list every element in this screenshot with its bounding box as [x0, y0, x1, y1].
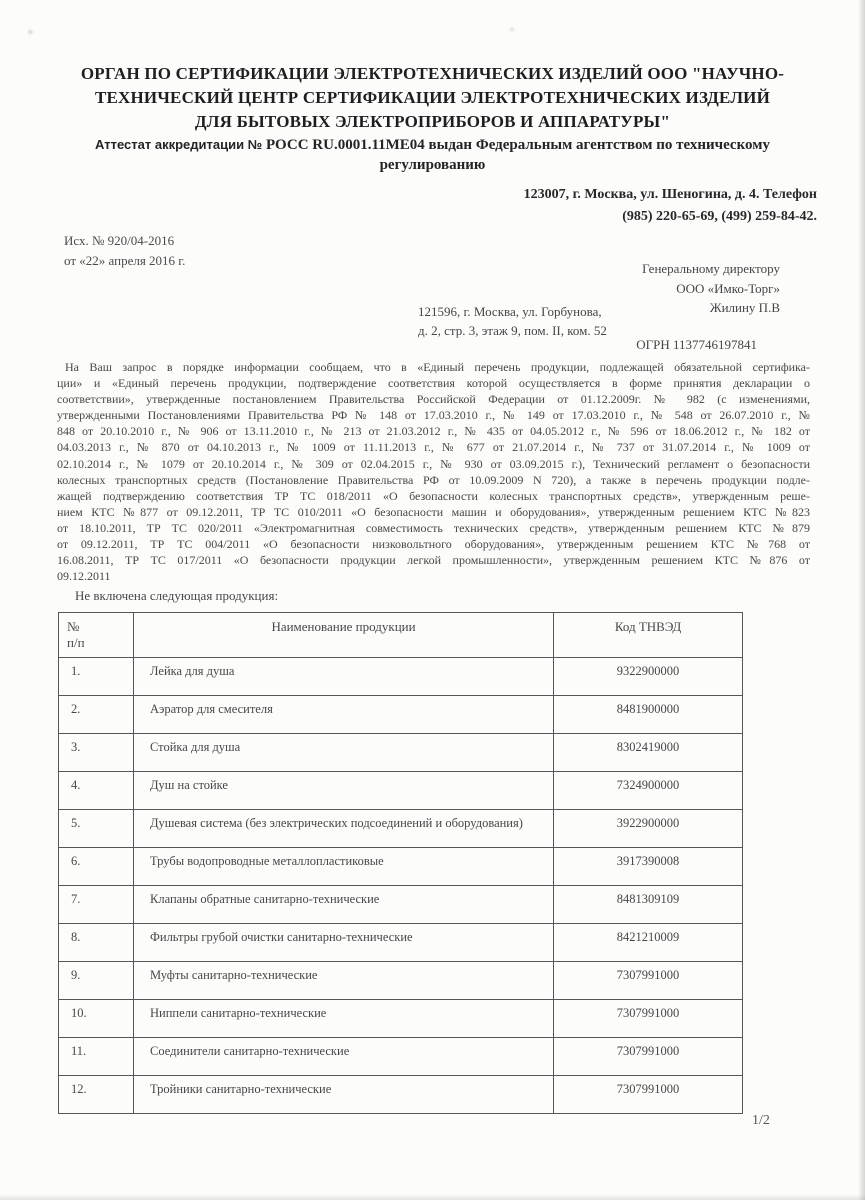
- scan-speck: [28, 30, 33, 34]
- row-num: 5.: [59, 810, 134, 848]
- table-row: [59, 924, 743, 962]
- row-num: 9.: [59, 962, 134, 1000]
- table-row: [59, 962, 743, 1000]
- sender-address: [524, 184, 817, 227]
- accreditation-line: [48, 135, 818, 176]
- row-num: 8.: [59, 924, 134, 962]
- row-name: Фильтры грубой очистки санитарно-технические: [134, 924, 554, 962]
- header-num: [59, 613, 134, 658]
- row-code: 8302419000: [554, 734, 743, 772]
- row-num: 3.: [59, 734, 134, 772]
- not-included-label: Не включена следующая продукция:: [75, 588, 279, 603]
- body-paragraph-line: утвержденными Постановлениями Правительства РФ № 148 от 17.03.2010 г., № 149 от 17.03.2010 г., № 548 от 26.07.2010 г., №: [57, 408, 810, 423]
- row-code: 8481900000: [554, 696, 743, 734]
- outgoing-date: от «22» апреля 2016 г.: [64, 253, 186, 269]
- body-paragraph-line: 02.10.2014 г., № 1079 от 20.10.2014 г., № 309 от 02.04.2015 г., № 930 от 03.09.2015 г.), Технический регламент о безопасности: [57, 456, 810, 471]
- row-num: 4.: [59, 772, 134, 810]
- accreditation-label: Аттестат аккредитации №: [95, 137, 263, 152]
- body-paragraph: [57, 359, 810, 584]
- product-table: [58, 612, 743, 1114]
- row-name: Аэратор для смесителя: [134, 696, 554, 734]
- org-title-line-3: ДЛЯ БЫТОВЫХ ЭЛЕКТРОПРИБОРОВ И АППАРАТУРЫ": [194, 112, 671, 132]
- row-num: 1.: [59, 658, 134, 696]
- body-paragraph-line: На Ваш запрос в порядке информации сообщаем, что в «Единый перечень продукции, подлежащей обязательной сертифика-: [65, 360, 810, 374]
- header-num-top: №: [67, 619, 80, 634]
- recipient-position: Генеральному директору: [642, 261, 780, 276]
- row-code: 3922900000: [554, 810, 743, 848]
- table-header-row: [59, 613, 743, 658]
- recipient-company: ООО «Имко-Торг»: [676, 280, 780, 296]
- sender-address-line-2: (985) 220-65-69, (499) 259-84-42.: [622, 208, 817, 224]
- recipient-address-line-1: 121596, г. Москва, ул. Горбунова,: [418, 304, 602, 319]
- table-row: [59, 658, 743, 696]
- row-name: Тройники санитарно-технические: [134, 1076, 554, 1114]
- product-table-body: [59, 658, 743, 1114]
- recipient-address-line-2: д. 2, стр. 3, этаж 9, пом. II, ком. 52: [418, 322, 607, 338]
- row-num: 12.: [59, 1076, 134, 1114]
- accreditation-value: РОСС RU.0001.11МЕ04 выдан Федеральным агентством по техническому регулированию: [265, 137, 770, 174]
- body-paragraph-line: нием КТС №877 от 09.12.2011, ТР ТС 010/2011 «О безопасности машин и оборудования», утвержденным решением КТС №823: [57, 504, 810, 519]
- table-row: [59, 696, 743, 734]
- table-row: [59, 848, 743, 886]
- row-code: 7307991000: [554, 1076, 743, 1114]
- row-name: Соединители санитарно-технические: [134, 1038, 554, 1076]
- table-row: [59, 810, 743, 848]
- row-code: 7307991000: [554, 962, 743, 1000]
- row-code: 7307991000: [554, 1038, 743, 1076]
- scan-speck: [510, 28, 514, 31]
- row-code: 3917390008: [554, 848, 743, 886]
- body-paragraph-line: 09.12.2011: [57, 569, 111, 584]
- page-number: 1/2: [752, 1113, 770, 1128]
- outgoing-number: Исх. № 920/04-2016: [64, 233, 175, 248]
- body-paragraph-line: 848 от 20.10.2010 г., № 906 от 13.11.2010 г., № 213 от 21.03.2012 г., № 435 от 04.05.2012 г., № 596 от 18.06.2012 г., № 182 от: [57, 424, 810, 439]
- body-paragraph-line: 04.03.2013 г., № 870 от 04.10.2013 г., № 1009 от 11.11.2013 г., № 677 от 21.07.2014 г., № 737 от 31.07.2014 г., № 1009 от: [57, 440, 810, 455]
- header-code: Код ТНВЭД: [554, 613, 743, 658]
- body-paragraph-line: колесных транспортных средств (Постановление Правительства РФ от 10.09.2009 N 720), а также в перечень продукции подле-: [57, 472, 810, 487]
- row-name: Лейка для душа: [134, 658, 554, 696]
- body-paragraph-line: от 18.10.2011, ТР ТС 020/2011 «Электромагнитная совместимость технических средств», утвержденным решением КТС №879: [57, 520, 810, 535]
- org-title: [53, 62, 813, 134]
- recipient-person: Жилину П.В: [709, 300, 780, 315]
- row-name: Клапаны обратные санитарно-технические: [134, 886, 554, 924]
- row-name: Трубы водопроводные металлопластиковые: [134, 848, 554, 886]
- body-paragraph-line: соответствии», утвержденные постановлением Правительства Российской Федерации от 01.12.2009г. № 982 (с изменениями,: [57, 392, 810, 407]
- recipient-block: [642, 259, 780, 318]
- header-num-bottom: п/п: [67, 635, 85, 651]
- row-code: 9322900000: [554, 658, 743, 696]
- body-paragraph-line: жащей подтверждению соответствия ТР ТС 018/2011 «О безопасности колесных транспортных средств», утвержденным реше-: [57, 488, 810, 503]
- row-name: Душевая система (без электрических подсоединений и оборудования): [134, 810, 554, 848]
- row-name: Душ на стойке: [134, 772, 554, 810]
- recipient-ogrn: ОГРН 1137746197841: [636, 337, 757, 352]
- row-num: 2.: [59, 696, 134, 734]
- table-row: [59, 734, 743, 772]
- table-row: [59, 886, 743, 924]
- row-num: 7.: [59, 886, 134, 924]
- row-code: 8421210009: [554, 924, 743, 962]
- body-paragraph-line: от 09.12.2011, ТР ТС 004/2011 «О безопасности низковольтного оборудования», утвержденным решением КТС №768 от: [57, 537, 810, 552]
- row-name: Стойка для душа: [134, 734, 554, 772]
- row-num: 10.: [59, 1000, 134, 1038]
- org-title-line-1: ОРГАН ПО СЕРТИФИКАЦИИ ЭЛЕКТРОТЕХНИЧЕСКИХ ИЗДЕЛИЙ ООО "НАУЧНО-: [80, 64, 785, 83]
- org-title-line-2: ТЕХНИЧЕСКИЙ ЦЕНТР СЕРТИФИКАЦИИ ЭЛЕКТРОТЕХНИЧЕСКИХ ИЗДЕЛИЙ: [94, 88, 771, 108]
- row-name: Муфты санитарно-технические: [134, 962, 554, 1000]
- body-paragraph-line: ции» и «Единый перечень продукции, подтверждение соответствия которой осуществляется в форме принятия декларации о: [57, 376, 810, 391]
- row-num: 6.: [59, 848, 134, 886]
- recipient-address: [418, 303, 607, 341]
- row-code: 8481309109: [554, 886, 743, 924]
- row-code: 7307991000: [554, 1000, 743, 1038]
- body-paragraph-line: 16.08.2011, ТР ТС 017/2011 «О безопасности продукции легкой промышленности», утвержденным решением КТС №876 от: [57, 553, 810, 568]
- table-row: [59, 1038, 743, 1076]
- outgoing-reference: [64, 231, 185, 271]
- sender-address-line-1: 123007, г. Москва, ул. Шеногина, д. 4. Телефон: [523, 187, 817, 202]
- table-row: [59, 772, 743, 810]
- table-row: [59, 1076, 743, 1114]
- header-name: Наименование продукции: [134, 613, 554, 658]
- table-row: [59, 1000, 743, 1038]
- row-name: Ниппели санитарно-технические: [134, 1000, 554, 1038]
- row-num: 11.: [59, 1038, 134, 1076]
- row-code: 7324900000: [554, 772, 743, 810]
